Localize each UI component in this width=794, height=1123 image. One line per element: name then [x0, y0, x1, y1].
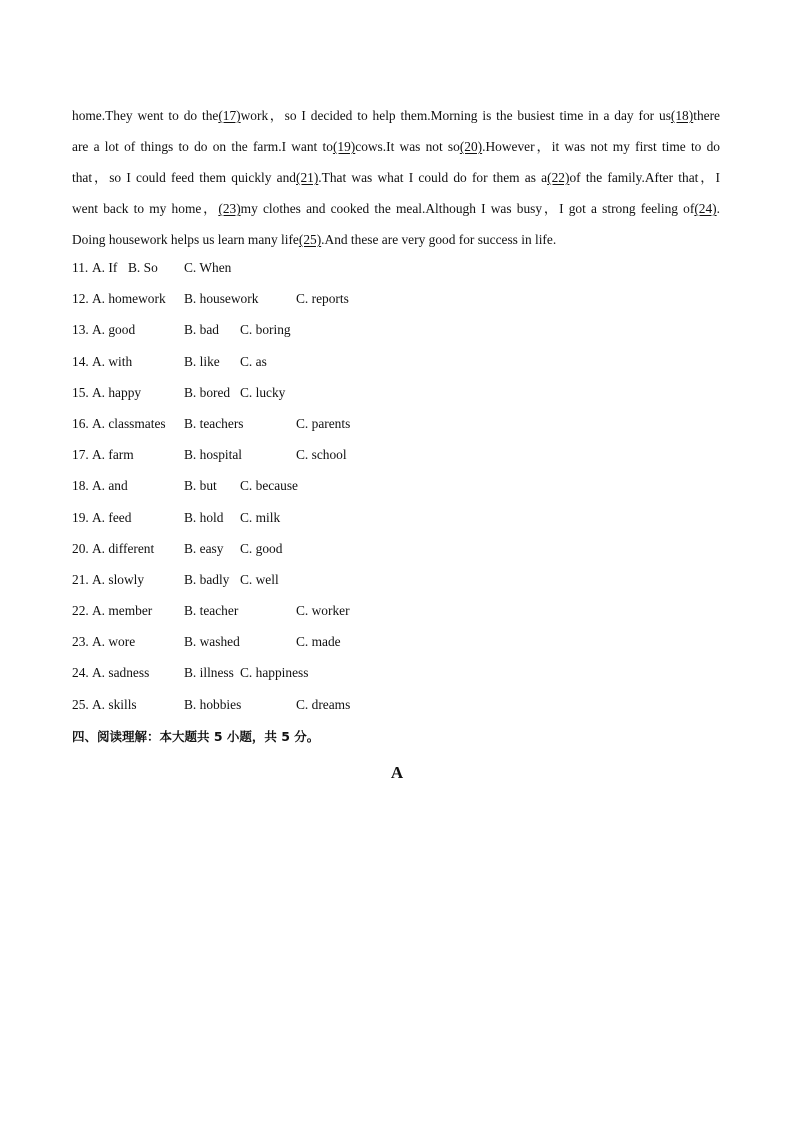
- option-a: A. farm: [92, 447, 134, 463]
- option-c: C. lucky: [240, 384, 286, 400]
- question-row: [72, 350, 492, 381]
- question-row: [72, 537, 492, 568]
- question-row: [72, 568, 492, 599]
- option-b: B. hobbies: [184, 696, 242, 712]
- blank-marker: (17): [218, 108, 241, 123]
- cloze-passage: [72, 100, 720, 255]
- question-row: [72, 599, 492, 630]
- passage-text: cows.It was not so: [355, 139, 460, 154]
- passage-text: .However，it was not my first time to do: [482, 139, 720, 154]
- option-a: A. sadness: [92, 665, 150, 681]
- question-row: [72, 693, 492, 724]
- question-number: 23.: [72, 634, 89, 650]
- option-a: A. classmates: [92, 415, 166, 431]
- blank-marker: (24): [694, 201, 717, 216]
- option-c: C. good: [240, 540, 283, 556]
- option-a: A. If: [92, 260, 118, 275]
- option-a: A. wore: [92, 634, 136, 650]
- option-a: A. different: [92, 540, 155, 556]
- passage-text: home.They went to do the: [72, 108, 219, 123]
- option-a: A. good: [92, 322, 136, 338]
- option-a: A. homework: [92, 291, 166, 307]
- option-b: B. bored: [184, 384, 231, 400]
- section-heading-reading: 四、阅读理解：本大题共 5 小题，共 5 分。: [72, 729, 320, 744]
- option-b: B. housework: [184, 291, 259, 307]
- question-row: [72, 318, 492, 349]
- passage-text: went back to my home，: [72, 201, 219, 216]
- option-c: C. reports: [296, 291, 349, 307]
- option-a: A. member: [92, 603, 153, 619]
- option-a: A. skills: [92, 696, 137, 712]
- blank-marker: (22): [547, 170, 570, 185]
- option-c: C. dreams: [296, 696, 351, 712]
- question-number: 17.: [72, 447, 89, 463]
- option-b: B. washed: [184, 634, 240, 650]
- question-number: 15.: [72, 384, 89, 400]
- blank-marker: (18): [670, 108, 694, 123]
- blank-marker: (23): [218, 201, 241, 216]
- passage-line: [72, 131, 720, 162]
- question-number: 19.: [72, 509, 89, 525]
- option-c: C. school: [296, 447, 347, 463]
- passage-text: there: [693, 108, 720, 123]
- question-number: 16.: [72, 415, 89, 431]
- question-row: [72, 630, 492, 661]
- option-b: B. badly: [184, 571, 230, 587]
- question-row: [72, 381, 492, 412]
- passage-text: Doing housework helps us learn many life: [72, 232, 299, 247]
- blank-marker: (19): [332, 139, 356, 154]
- blank-marker: (20): [459, 139, 483, 154]
- option-b: B. like: [184, 353, 220, 369]
- passage-line: [72, 100, 720, 131]
- question-row: [72, 443, 492, 474]
- passage-text: of the family.After that，I: [569, 170, 720, 185]
- question-number: 22.: [72, 603, 89, 619]
- passage-line: [72, 162, 720, 193]
- option-b: B. bad: [184, 322, 219, 338]
- question-options-list: [72, 256, 492, 724]
- question-number: 21.: [72, 571, 89, 587]
- option-a: A. happy: [92, 384, 142, 400]
- passage-text: .: [716, 201, 720, 216]
- question-row: [72, 287, 492, 318]
- passage-text: .And these are very good for success in life.: [321, 232, 557, 247]
- option-b: B. So: [128, 260, 158, 275]
- passage-line: [72, 193, 720, 224]
- option-a: A. and: [92, 478, 128, 494]
- article-title: A: [390, 763, 404, 782]
- option-c: C. because: [240, 478, 299, 494]
- question-number: 12.: [72, 291, 89, 307]
- option-b: B. illness: [184, 665, 234, 681]
- option-b: B. hold: [184, 509, 224, 525]
- passage-text: my clothes and cooked the meal.Although I was busy，I got a strong feeling of: [240, 201, 695, 216]
- question-number: 20.: [72, 540, 89, 556]
- question-row: [72, 474, 492, 505]
- option-c: C. made: [296, 634, 341, 650]
- option-b: B. teacher: [184, 603, 239, 619]
- option-c: C. as: [240, 353, 267, 369]
- option-b: B. but: [184, 478, 217, 494]
- question-number: 11.: [72, 260, 89, 275]
- option-c: C. worker: [296, 603, 350, 619]
- question-number: 18.: [72, 478, 89, 494]
- option-c: C. happiness: [240, 665, 309, 681]
- question-number: 13.: [72, 322, 89, 338]
- question-number: 24.: [72, 665, 89, 681]
- option-c: C. milk: [240, 509, 281, 525]
- option-b: B. easy: [184, 540, 224, 556]
- passage-text: are a lot of things to do on the farm.I want to: [72, 139, 333, 154]
- question-row: [72, 412, 492, 443]
- option-a: A. feed: [92, 509, 132, 525]
- option-b: B. teachers: [184, 415, 244, 431]
- blank-marker: (21): [295, 170, 319, 185]
- option-c: C. When: [184, 260, 232, 275]
- question-row: [72, 506, 492, 537]
- option-a: A. slowly: [92, 571, 145, 587]
- question-row: [72, 661, 492, 692]
- option-c: C. boring: [240, 322, 291, 338]
- passage-text: work，so I decided to help them.Morning is the busiest time in a day for us: [240, 108, 671, 123]
- passage-line: [72, 224, 720, 255]
- passage-text: that，so I could feed them quickly and: [72, 170, 296, 185]
- question-number: 25.: [72, 696, 89, 712]
- option-a: A. with: [92, 353, 133, 369]
- passage-text: .That was what I could do for them as a: [318, 170, 548, 185]
- question-row: [72, 256, 492, 287]
- option-b: B. hospital: [184, 447, 243, 463]
- blank-marker: (25): [298, 232, 322, 247]
- option-c: C. parents: [296, 415, 351, 431]
- option-c: C. well: [240, 571, 279, 587]
- question-number: 14.: [72, 353, 89, 369]
